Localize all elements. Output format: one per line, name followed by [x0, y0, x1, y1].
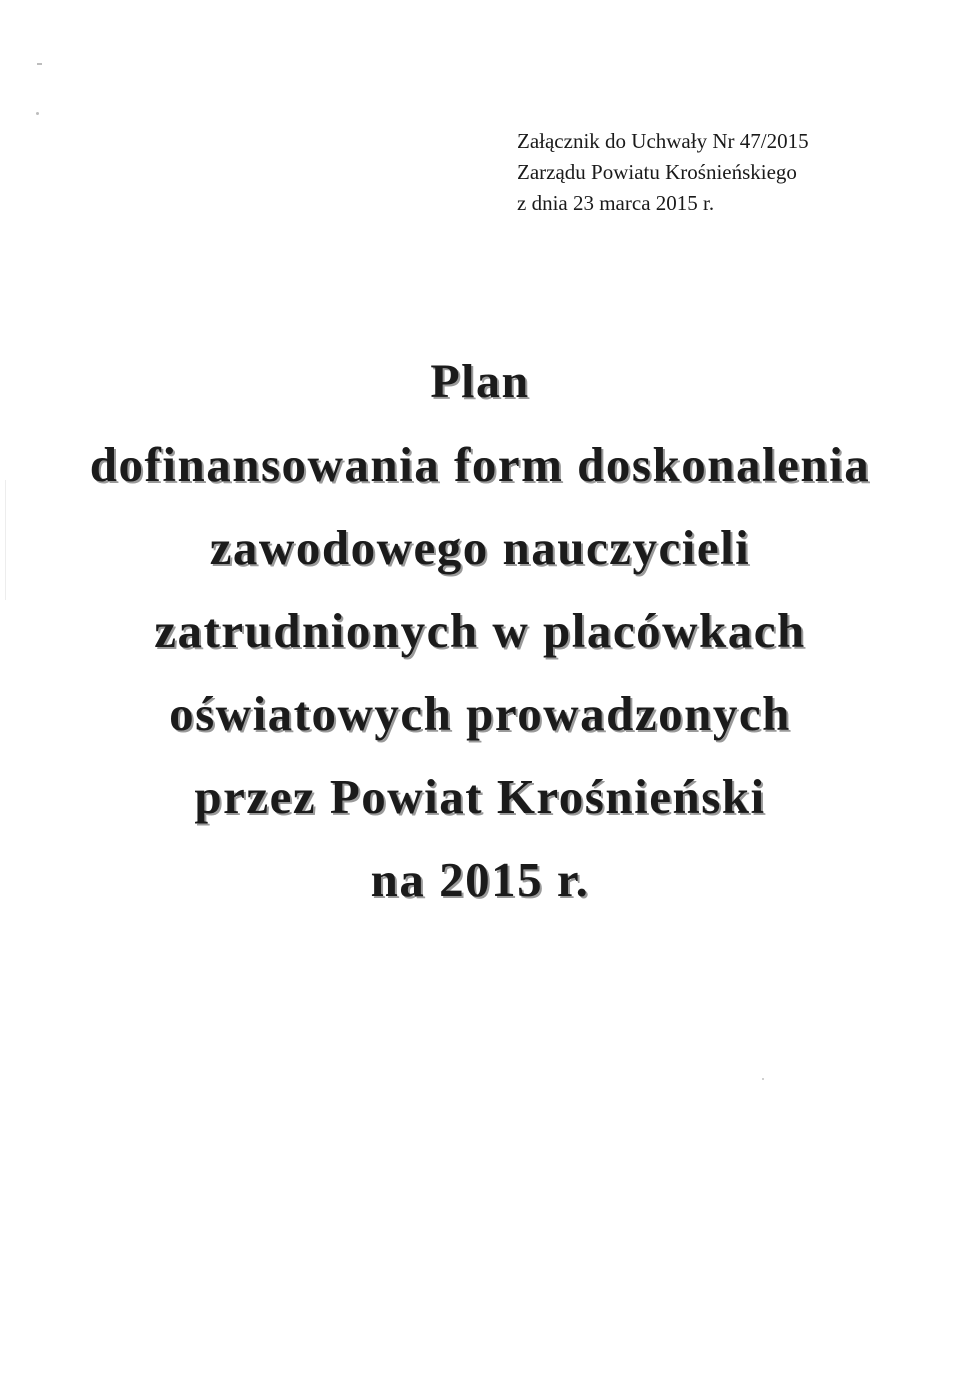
annex-line-resolution: Załącznik do Uchwały Nr 47/2015: [517, 129, 809, 153]
title-line: zatrudnionych w placówkach: [154, 603, 806, 658]
title-line: przez Powiat Krośnieński: [194, 769, 766, 824]
title-line-year: na 2015 r.: [370, 852, 590, 907]
document-title: [0, 340, 960, 921]
title-line: oświatowych prowadzonych: [169, 686, 791, 741]
title-line: zawodowego nauczycieli: [209, 520, 751, 575]
scan-speck: [762, 1078, 764, 1080]
scan-speck: [36, 112, 39, 115]
annex-line-date: z dnia 23 marca 2015 r.: [517, 191, 715, 215]
annex-line-board: Zarządu Powiatu Krośnieńskiego: [517, 160, 797, 184]
annex-reference: [517, 126, 937, 219]
title-line: dofinansowania form doskonalenia: [89, 437, 871, 492]
scan-speck: [37, 63, 42, 65]
title-line-plan: Plan: [430, 355, 530, 408]
